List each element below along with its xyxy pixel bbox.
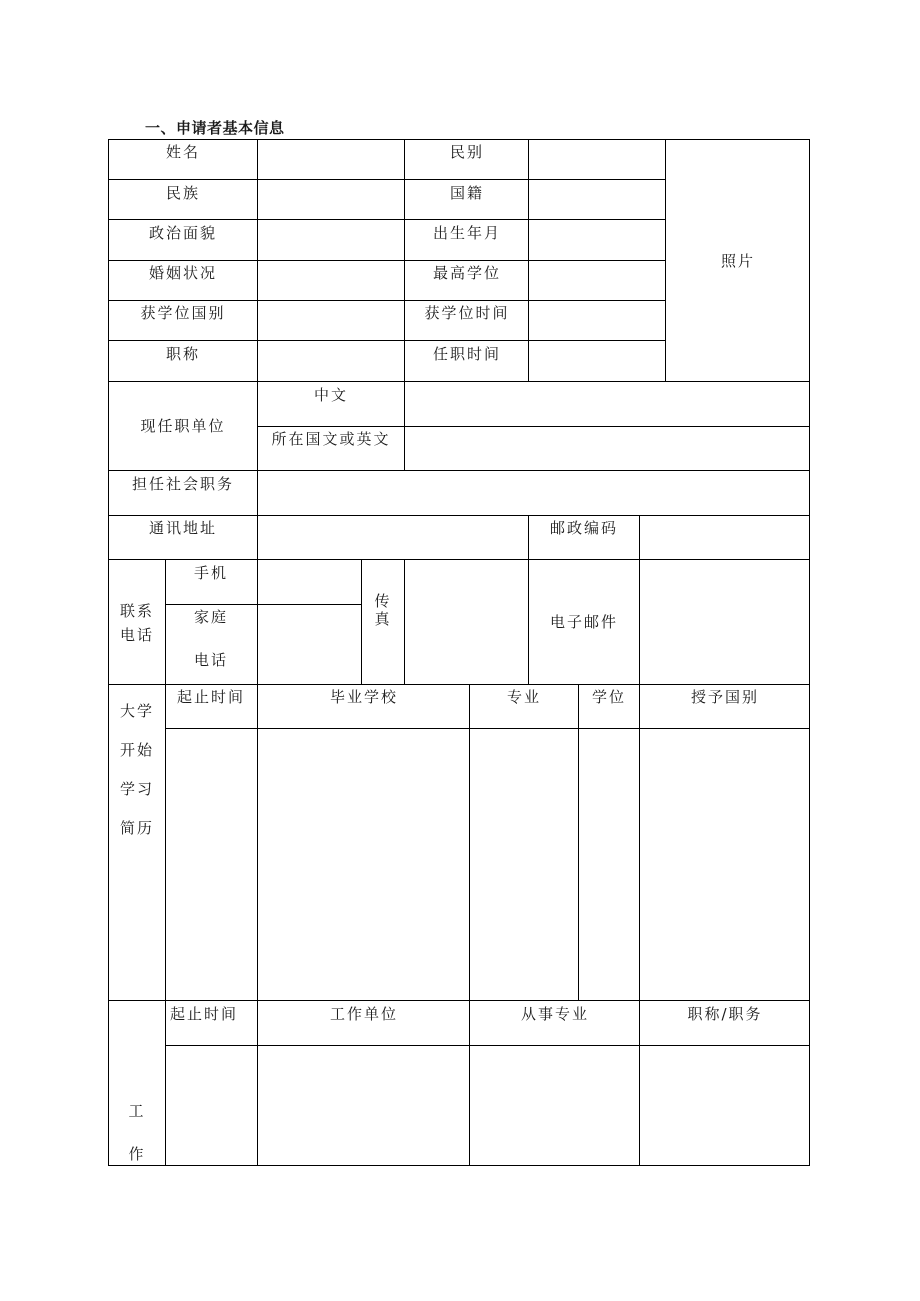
label-gender: 民别 bbox=[449, 143, 485, 161]
label-mailing-address: 通讯地址 bbox=[148, 519, 218, 537]
row-divider bbox=[108, 684, 810, 685]
label-birth-date: 出生年月 bbox=[432, 224, 502, 242]
col-divider bbox=[361, 559, 362, 684]
label-edu-2: 开始 bbox=[119, 741, 155, 759]
section-title: 一、申请者基本信息 bbox=[145, 119, 285, 137]
name-field[interactable] bbox=[258, 140, 404, 179]
label-postal-code: 邮政编码 bbox=[549, 519, 619, 537]
header-edu-school: 毕业学校 bbox=[329, 688, 399, 706]
label-nationality: 国籍 bbox=[449, 184, 485, 202]
table-border-left bbox=[108, 139, 109, 1166]
col-divider bbox=[404, 139, 405, 381]
degree-country-field[interactable] bbox=[258, 301, 404, 340]
label-home-2: 电话 bbox=[193, 651, 229, 669]
label-appointment-time: 任职时间 bbox=[432, 345, 502, 363]
mobile-field[interactable] bbox=[258, 560, 361, 604]
label-title: 职称 bbox=[165, 345, 201, 363]
postal-code-field[interactable] bbox=[640, 516, 809, 559]
label-degree-time: 获学位时间 bbox=[424, 304, 510, 322]
photo-label: 照片 bbox=[720, 252, 756, 270]
label-name: 姓名 bbox=[165, 143, 201, 161]
table-border-right bbox=[809, 139, 810, 1166]
mailing-address-field[interactable] bbox=[258, 516, 528, 559]
ethnicity-field[interactable] bbox=[258, 180, 404, 219]
header-work-period: 起止时间 bbox=[169, 1005, 239, 1023]
header-work-title: 职称/职务 bbox=[687, 1005, 763, 1023]
gender-field[interactable] bbox=[529, 140, 665, 179]
label-edu-1: 大学 bbox=[119, 702, 155, 720]
email-field[interactable] bbox=[640, 560, 809, 684]
education-history-area[interactable] bbox=[166, 729, 809, 1000]
table-border-bottom bbox=[108, 1165, 810, 1166]
label-current-employer: 现任职单位 bbox=[140, 417, 226, 435]
header-edu-country: 授予国别 bbox=[690, 688, 760, 706]
header-edu-major: 专业 bbox=[506, 688, 542, 706]
appointment-time-field[interactable] bbox=[529, 341, 665, 381]
nationality-field[interactable] bbox=[529, 180, 665, 219]
label-edu-4: 简历 bbox=[119, 819, 155, 837]
degree-time-field[interactable] bbox=[529, 301, 665, 340]
employer-chinese-field[interactable] bbox=[405, 382, 809, 426]
fax-field[interactable] bbox=[405, 560, 528, 684]
label-home-1: 家庭 bbox=[193, 608, 229, 626]
col-divider bbox=[528, 515, 529, 559]
label-marital-status: 婚姻状况 bbox=[148, 264, 218, 282]
label-work-2: 作 bbox=[128, 1145, 146, 1163]
col-divider bbox=[257, 381, 258, 470]
home-phone-field[interactable] bbox=[258, 605, 361, 684]
label-work-1: 工 bbox=[128, 1102, 146, 1120]
title-field[interactable] bbox=[258, 341, 404, 381]
label-fax-2: 真 bbox=[374, 610, 392, 628]
label-fax-1: 传 bbox=[374, 592, 392, 610]
social-positions-field[interactable] bbox=[258, 471, 809, 515]
label-highest-degree: 最高学位 bbox=[432, 264, 502, 282]
work-history-area[interactable] bbox=[166, 1046, 809, 1165]
header-work-employer: 工作单位 bbox=[329, 1005, 399, 1023]
label-contact-phone-2: 电话 bbox=[119, 626, 155, 644]
political-status-field[interactable] bbox=[258, 220, 404, 260]
photo-box[interactable] bbox=[666, 140, 809, 381]
label-degree-country: 获学位国别 bbox=[140, 304, 226, 322]
row-divider bbox=[108, 1000, 810, 1001]
header-edu-period: 起止时间 bbox=[176, 688, 246, 706]
label-edu-3: 学习 bbox=[119, 780, 155, 798]
marital-status-field[interactable] bbox=[258, 261, 404, 300]
label-social-positions: 担任社会职务 bbox=[131, 475, 235, 493]
label-political-status: 政治面貌 bbox=[148, 224, 218, 242]
employer-english-field[interactable] bbox=[405, 427, 809, 470]
label-email: 电子邮件 bbox=[549, 613, 619, 631]
col-divider bbox=[528, 559, 529, 684]
label-mobile: 手机 bbox=[193, 564, 229, 582]
label-chinese: 中文 bbox=[313, 386, 349, 404]
label-local-or-english: 所在国文或英文 bbox=[271, 430, 391, 448]
header-work-field: 从事专业 bbox=[520, 1005, 590, 1023]
label-contact-phone-1: 联系 bbox=[119, 602, 155, 620]
highest-degree-field[interactable] bbox=[529, 261, 665, 300]
label-ethnicity: 民族 bbox=[165, 184, 201, 202]
birth-date-field[interactable] bbox=[529, 220, 665, 260]
header-edu-degree: 学位 bbox=[591, 688, 627, 706]
